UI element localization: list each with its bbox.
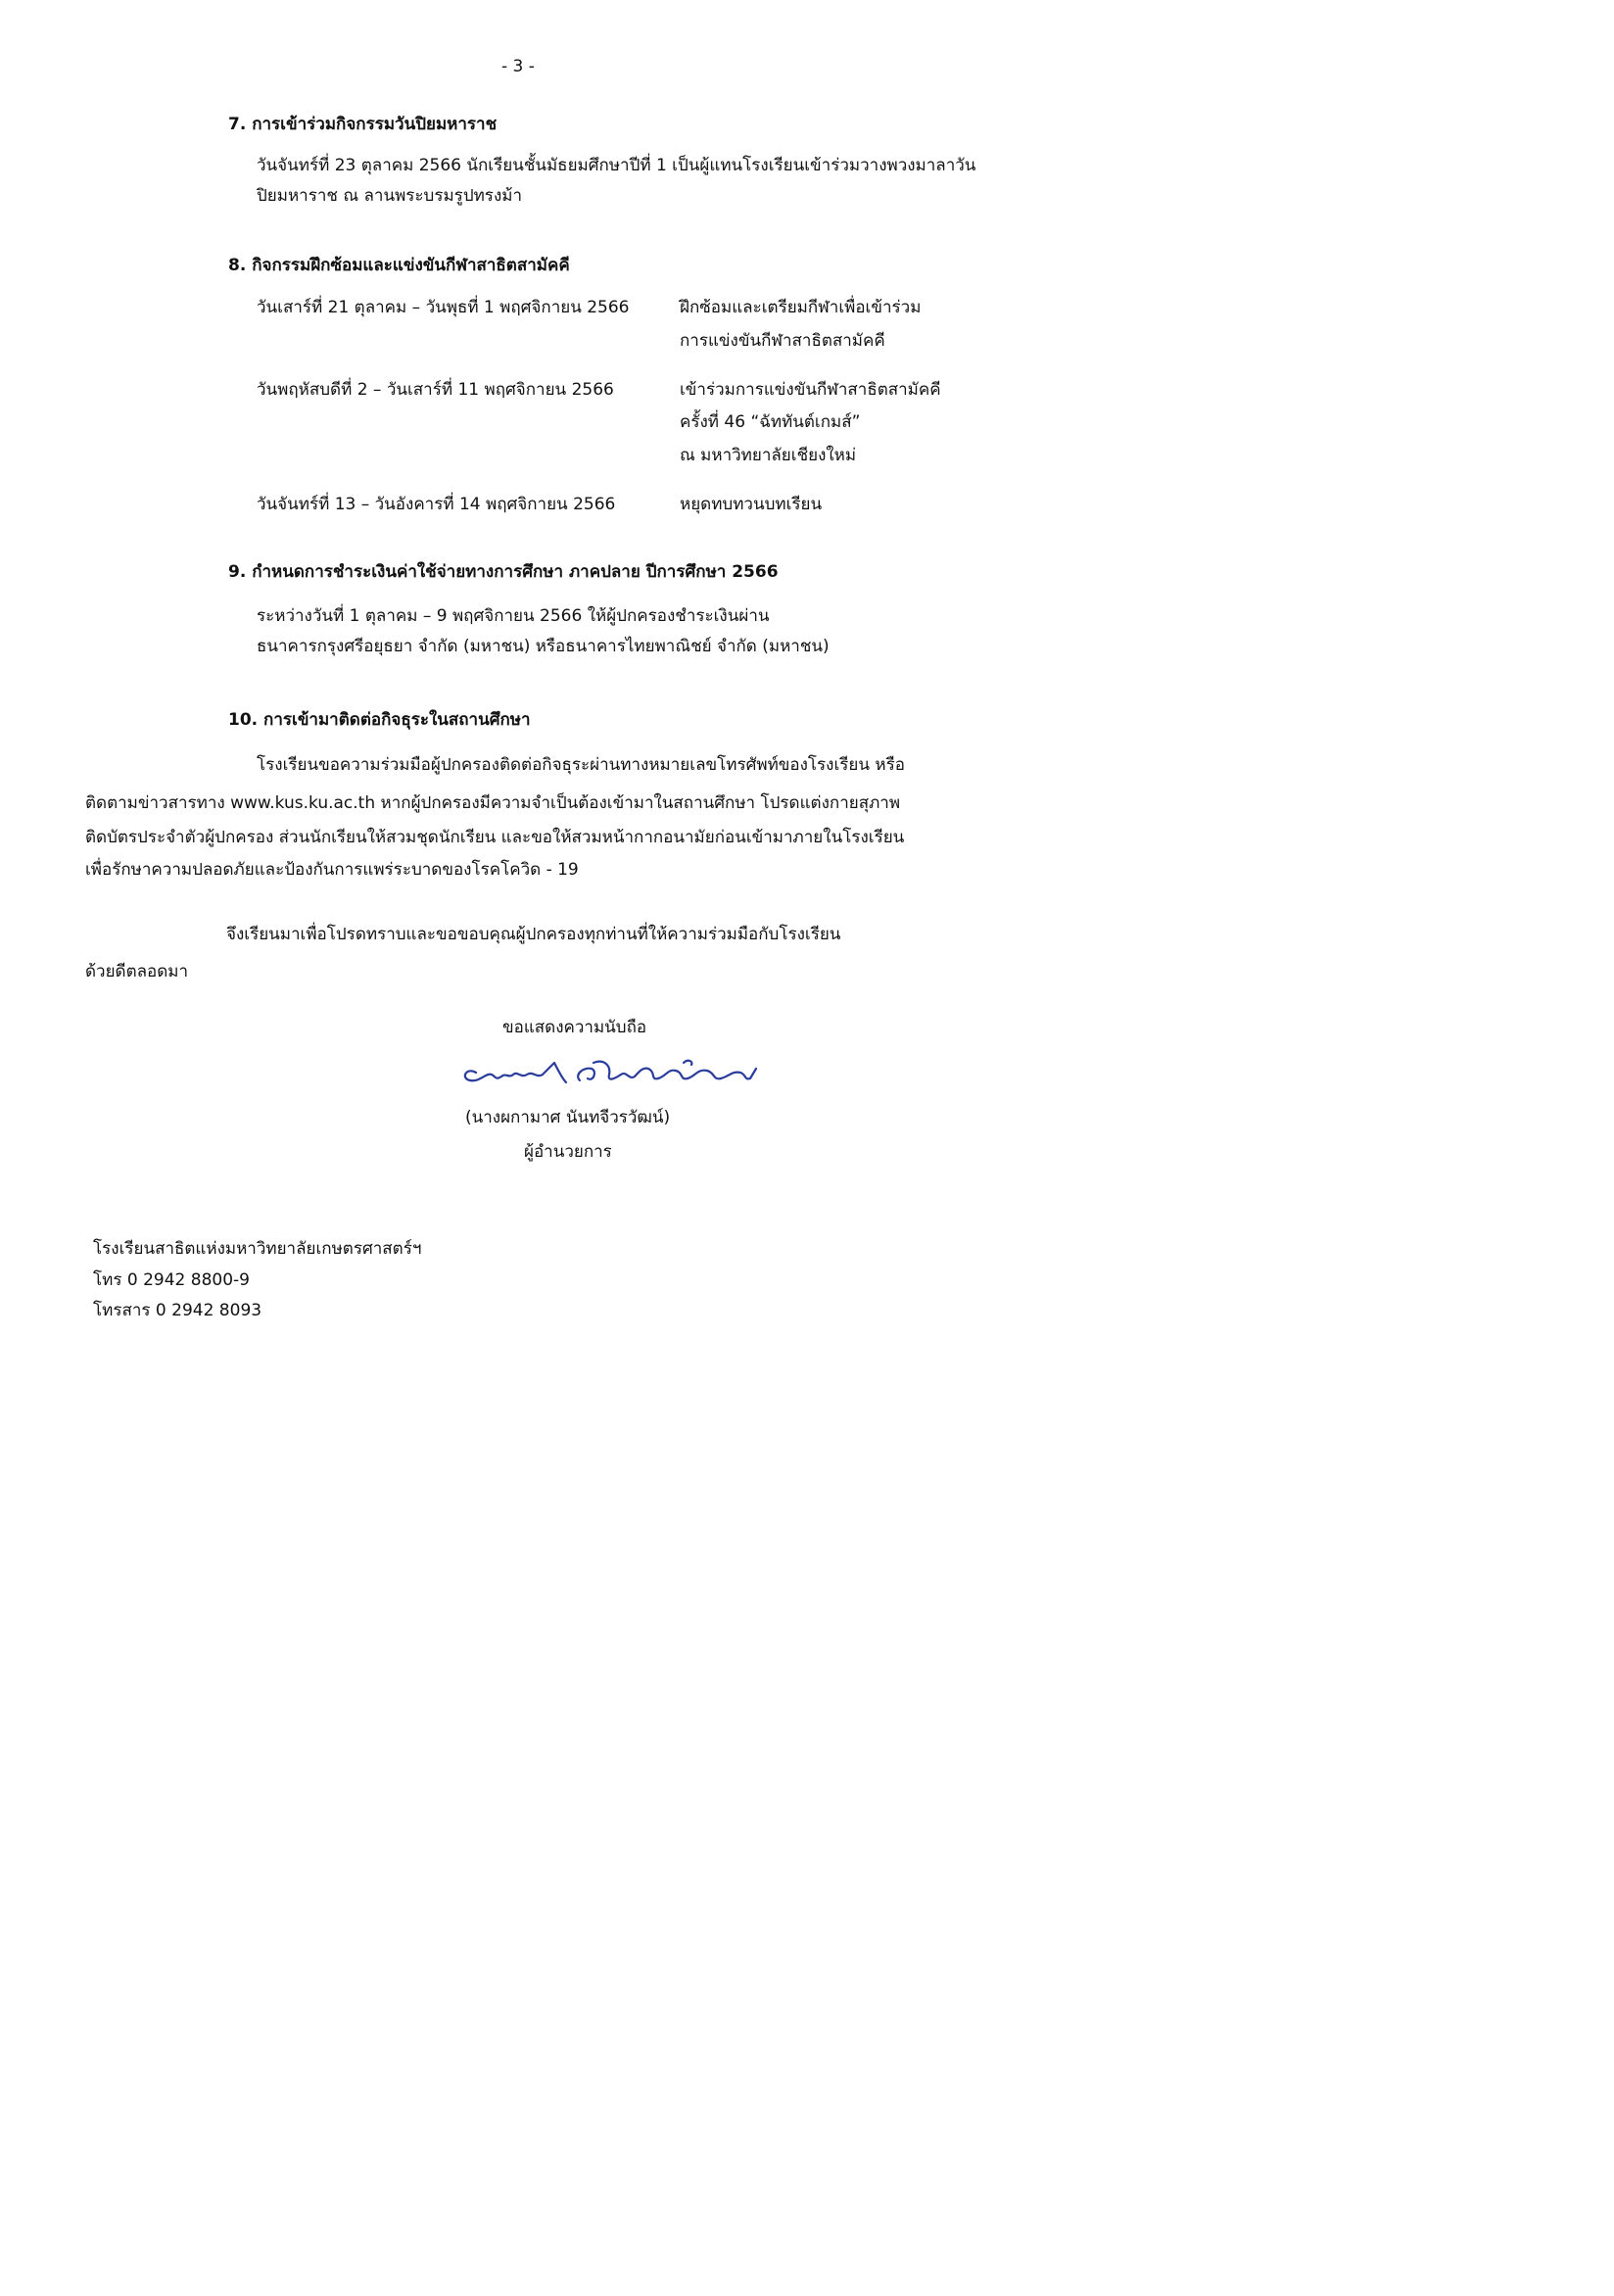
section-8-heading: 8. กิจกรรมฝึกซ้อมและแข่งขันกีฬาสาธิตสามัคคี — [228, 256, 570, 275]
section-7-line-1: วันจันทร์ที่ 23 ตุลาคม 2566 นักเรียนชั้นมัธยมศึกษาปีที่ 1 เป็นผู้แทนโรงเรียนเข้าร่วมวางพวงมาลาวัน — [257, 156, 976, 175]
section-7-line-2: ปิยมหาราช ณ ลานพระบรมรูปทรงม้า — [257, 186, 522, 206]
schedule-detail: ฝึกซ้อมและเตรียมกีฬาเพื่อเข้าร่วม — [680, 298, 922, 317]
signature-title: ผู้อำนวยการ — [524, 1142, 612, 1162]
contact-school: โรงเรียนสาธิตแห่งมหาวิทยาลัยเกษตรศาสตร์ฯ — [93, 1239, 422, 1259]
schedule-date: วันเสาร์ที่ 21 ตุลาคม – วันพุธที่ 1 พฤศจิกายน 2566 — [257, 298, 630, 317]
section-9-line-2: ธนาคารกรุงศรีอยุธยา จำกัด (มหาชน) หรือธนาคารไทยพาณิชย์ จำกัด (มหาชน) — [257, 637, 830, 656]
section-9-heading: 9. กำหนดการชำระเงินค่าใช้จ่ายทางการศึกษา ภาคปลาย ปีการศึกษา 2566 — [228, 562, 779, 582]
sign-off: ขอแสดงความนับถือ — [502, 1018, 647, 1037]
section-10-line-4: เพื่อรักษาความปลอดภัยและป้องกันการแพร่ระบาดของโรคโควิด - 19 — [85, 860, 579, 880]
section-10-line-3: ติดบัตรประจำตัวผู้ปกครอง ส่วนนักเรียนให้สวมชุดนักเรียน และขอให้สวมหน้ากากอนามัยก่อนเข้ามาภายในโรงเรียน — [85, 828, 905, 847]
section-10-heading: 10. การเข้ามาติดต่อกิจธุระในสถานศึกษา — [228, 710, 531, 730]
schedule-detail: เข้าร่วมการแข่งขันกีฬาสาธิตสามัคคี — [680, 380, 941, 400]
section-7-heading: 7. การเข้าร่วมกิจกรรมวันปิยมหาราช — [228, 115, 498, 134]
closing-line-2: ด้วยดีตลอดมา — [85, 962, 189, 981]
signature-image — [456, 1049, 766, 1094]
signature-name: (นางผกามาศ นันทจีวรวัฒน์) — [465, 1108, 671, 1127]
section-10-line-2: ติดตามข่าวสารทาง www.kus.ku.ac.th หากผู้ปกครองมีความจำเป็นต้องเข้ามาในสถานศึกษา โปรดแต่งกายสุภาพ — [85, 793, 901, 813]
schedule-detail: ณ มหาวิทยาลัยเชียงใหม่ — [680, 446, 857, 465]
contact-phone: โทร 0 2942 8800-9 — [93, 1270, 250, 1290]
contact-fax: โทรสาร 0 2942 8093 — [93, 1301, 262, 1320]
page-number: - 3 - — [501, 57, 535, 76]
schedule-date: วันจันทร์ที่ 13 – วันอังคารที่ 14 พฤศจิกายน 2566 — [257, 495, 616, 514]
closing-line-1: จึงเรียนมาเพื่อโปรดทราบและขอขอบคุณผู้ปกครองทุกท่านที่ให้ความร่วมมือกับโรงเรียน — [226, 925, 841, 944]
schedule-detail: หยุดทบทวนบทเรียน — [680, 495, 823, 514]
schedule-date: วันพฤหัสบดีที่ 2 – วันเสาร์ที่ 11 พฤศจิกายน 2566 — [257, 380, 614, 400]
schedule-detail: ครั้งที่ 46 “ฉัททันต์เกมส์” — [680, 412, 861, 432]
section-9-line-1: ระหว่างวันที่ 1 ตุลาคม – 9 พฤศจิกายน 2566 ให้ผู้ปกครองชำระเงินผ่าน — [257, 606, 770, 626]
section-10-line-1: โรงเรียนขอความร่วมมือผู้ปกครองติดต่อกิจธุระผ่านทางหมายเลขโทรศัพท์ของโรงเรียน หรือ — [257, 755, 905, 775]
schedule-detail: การแข่งขันกีฬาสาธิตสามัคคี — [680, 331, 885, 351]
